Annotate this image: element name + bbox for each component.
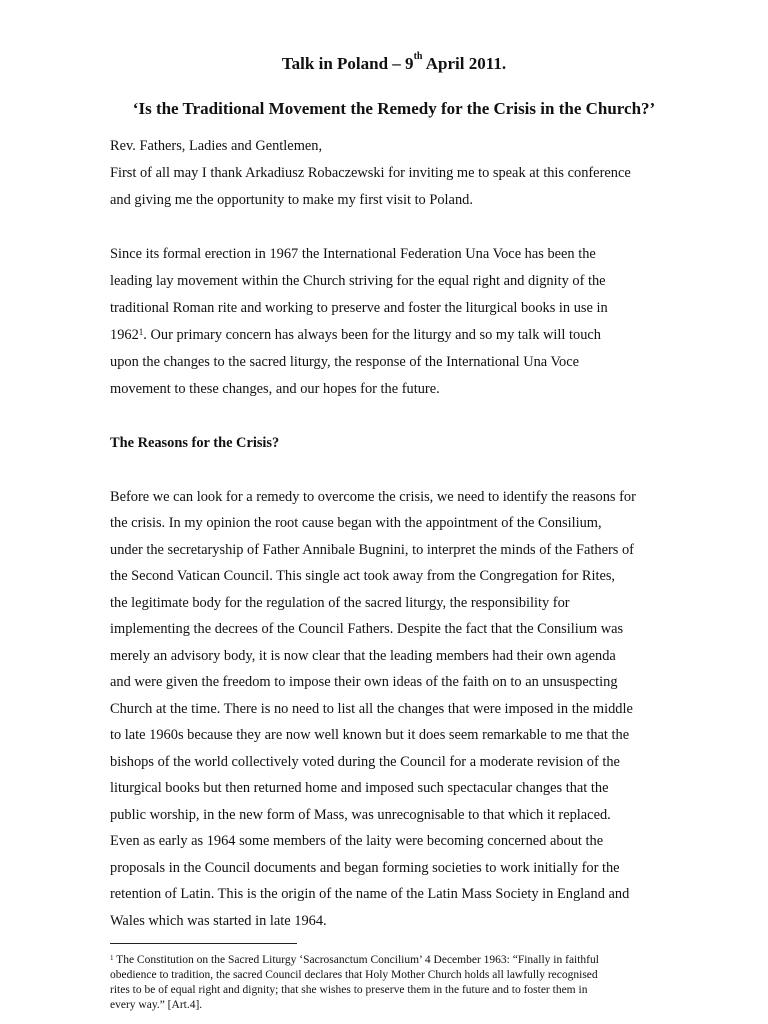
paragraph-line: First of all may I thank Arkadiusz Robaczewski for inviting me to speak at this conference (110, 165, 631, 181)
title-text: Talk in Poland – 9 (281, 54, 414, 73)
title-text-tail: April 2011. (422, 54, 507, 73)
reference-tail: . Our primary concern has always been for the liturgy and so my talk will touch (143, 327, 601, 343)
paragraph-line: public worship, in the new form of Mass, was unrecognisable to that which it replaced. (110, 807, 611, 823)
paragraph-line: and were given the freedom to impose their own ideas of the faith on to an unsuspecting (110, 674, 618, 690)
paragraph-line: upon the changes to the sacred liturgy, the response of the International Una Voce (110, 354, 580, 370)
paragraph-line: the crisis. In my opinion the root cause began with the appointment of the Consilium, (110, 515, 602, 531)
paragraph-line: merely an advisory body, it is now clear that the leading members had their own agenda (110, 648, 616, 664)
paragraph-line: Wales which was started in late 1964. (110, 913, 327, 929)
paragraph-line: leading lay movement within the Church striving for the equal right and dignity of the (110, 273, 606, 289)
footnote-separator (110, 943, 297, 944)
footnote-reference: 1 (138, 327, 144, 337)
footnote-line: obedience to tradition, the sacred Council declares that Holy Mother Church holds all lawfully recognised (110, 969, 598, 981)
paragraph-line: liturgical books but then returned home and imposed such spectacular changes that the (110, 780, 609, 796)
paragraph-line: movement to these changes, and our hopes for the future. (110, 381, 440, 397)
paragraph-line: to late 1960s because they are now well known but it does seem remarkable to me that the (110, 727, 630, 743)
salutation: Rev. Fathers, Ladies and Gentlemen, (110, 138, 323, 154)
paragraph-line: the Second Vatican Council. This single act took away from the Congregation for Rites, (110, 568, 616, 584)
paragraph-line: and giving me the opportunity to make my first visit to Poland. (110, 192, 473, 208)
paragraph-line: Before we can look for a remedy to overcome the crisis, we need to identify the reasons for (110, 489, 636, 505)
title-line-1 (0, 51, 768, 74)
footnote-line (110, 953, 599, 967)
paragraph-line-with-reference (110, 326, 601, 344)
paragraph-line: traditional Roman rite and working to preserve and foster the liturgical books in use in (110, 300, 608, 316)
paragraph-line: the legitimate body for the regulation of the sacred liturgy, the responsibility for (110, 595, 570, 611)
paragraph-line: implementing the decrees of the Council Fathers. Despite the fact that the Consilium was (110, 621, 624, 637)
footnote-line: every way.” [Art.4]. (110, 999, 203, 1011)
paragraph-line: Church at the time. There is no need to list all the changes that were imposed in the middle (110, 701, 633, 717)
paragraph-line: retention of Latin. This is the origin of the name of the Latin Mass Society in England and (110, 886, 630, 902)
footnote-text: The Constitution on the Sacred Liturgy ‘Sacrosanctum Concilium’ 4 December 1963: “Finally in faithful (113, 954, 599, 966)
paragraph-line: under the secretaryship of Father Annibale Bugnini, to interpret the minds of the Fathers of (110, 542, 634, 558)
title-superscript: th (413, 51, 423, 62)
paragraph-line: proposals in the Council documents and began forming societies to work initially for the (110, 860, 620, 876)
reference-year: 1962 (110, 327, 139, 343)
paragraph-line: Since its formal erection in 1967 the International Federation Una Voce has been the (110, 246, 596, 262)
paragraph-line: Even as early as 1964 some members of the laity were becoming concerned about the (110, 833, 604, 849)
section-heading: The Reasons for the Crisis? (110, 435, 280, 451)
title-line-2: ‘Is the Traditional Movement the Remedy for the Crisis in the Church?’ (132, 99, 656, 118)
footnote-line: rites to be of equal right and dignity; that she wishes to preserve them in the future and to foster them in (110, 984, 588, 996)
footnote-number: 1 (110, 954, 114, 962)
paragraph-line: bishops of the world collectively voted during the Council for a moderate revision of the (110, 754, 620, 770)
